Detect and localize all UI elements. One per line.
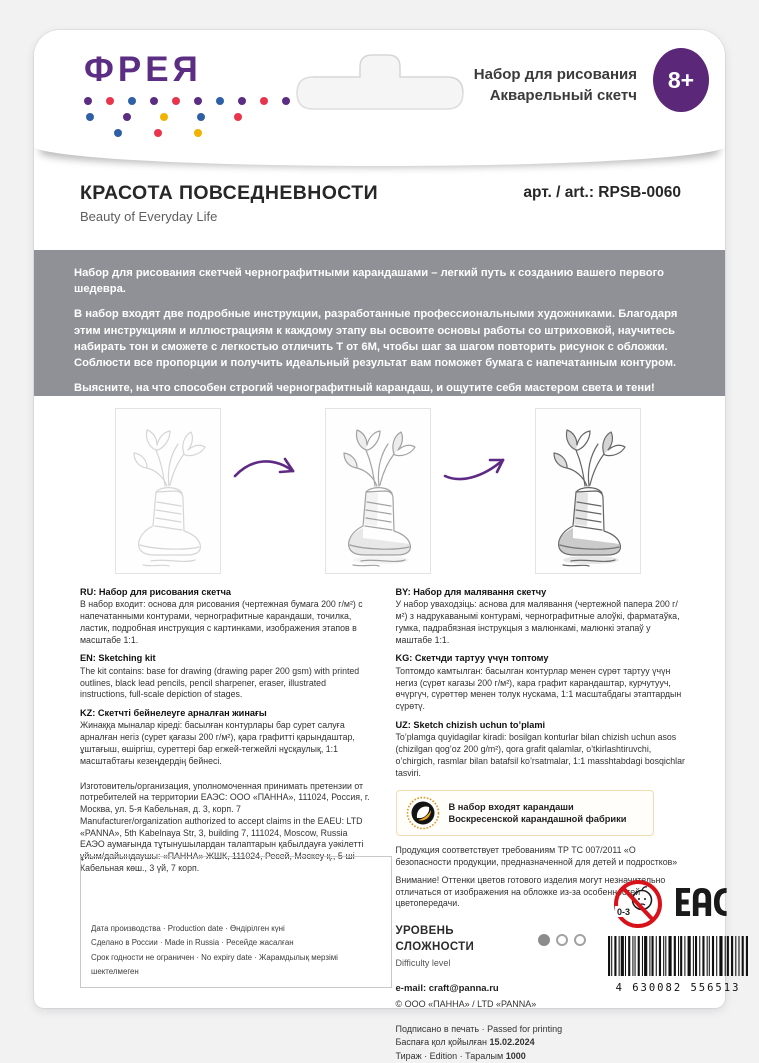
package-card bbox=[34, 30, 741, 1061]
description-paragraph: Набор для рисования скетчей чернографитными карандашами – легкий путь к созданию вашего первого шедевра. bbox=[74, 267, 664, 296]
color-warning: Внимание! Оттенки цветов готового изделия могут незначительно отличаться от изображения на обложке из-за особенностей цветопередачи. bbox=[395, 874, 666, 909]
product-type bbox=[474, 64, 637, 106]
logo-dot bbox=[172, 97, 180, 105]
passed-for-printing: Подписано в печать · Passed for printing bbox=[395, 1023, 563, 1034]
difficulty-row bbox=[396, 924, 586, 955]
logo-dot bbox=[160, 113, 168, 121]
lang-heading-en: EN: Sketching kit bbox=[80, 653, 156, 664]
printing-date: 15.02.2024 bbox=[489, 1037, 535, 1048]
logo-dot bbox=[238, 97, 246, 105]
logo-dot bbox=[260, 97, 268, 105]
expiry-line: Срок годности не ограничен · No expiry date · Жарамдылық мерзімі шектелмеген bbox=[91, 952, 338, 976]
pencil-factory-logo-icon bbox=[406, 796, 440, 830]
lang-heading-kz: KZ: Скетчті бейнелеуге арналған жинағы bbox=[80, 708, 267, 719]
difficulty-sublabel: Difficulty level bbox=[395, 958, 451, 969]
stage-image-2 bbox=[325, 408, 431, 574]
description-paragraph: В набор входят две подробные инструкции, разработанные профессиональными художниками. Благодаря этим инструкциям и иллюстрациям к каждому этапу вы освоите основы работы со штриховкой, научитесь набирать тон и сможете с легкостью отличить Т от 6М, чтобы шаг за шагом повторить рисунок с обложки. Соблюсти все пропорции и получить идеальный результат вам поможет бумага с напечатанным контуром. bbox=[74, 308, 678, 370]
lang-heading-kg: KG: Скетчди тартуу үчүн топтому bbox=[395, 653, 549, 664]
difficulty-dot-empty bbox=[574, 934, 586, 946]
logo-dot bbox=[194, 129, 202, 137]
pencil-factory-badge bbox=[396, 790, 654, 836]
age-0-3-label: 0-3 bbox=[617, 907, 631, 917]
age-badge: 8+ bbox=[653, 48, 709, 112]
product-type-line1: Набор для рисования bbox=[473, 66, 637, 83]
logo-dot bbox=[114, 129, 122, 137]
lang-heading-by: BY: Набор для малявання скетчу bbox=[395, 587, 547, 597]
made-in-line: Сделано в России · Made in Russia · Ресейде жасалған bbox=[91, 938, 294, 948]
lang-body-kg: Топтомдо камтылган: басылган контурлар менен сүрөт тартуу үчүн негиз (сүрөт кагазы 200 г/м²), кара графит карандаштар, курчутууч, өчүргүч, сүрөттөр менен толук нускама, 1:1 масштабдагы этаптардын сүрөтү. bbox=[395, 665, 682, 712]
bottom-info-block bbox=[396, 924, 586, 1063]
difficulty-dot-empty bbox=[556, 934, 568, 946]
brand-logo-dots-row bbox=[84, 110, 304, 124]
contact-email: e-mail: craft@panna.ru bbox=[395, 983, 499, 995]
difficulty-label: УРОВЕНЬ СЛОЖНОСТИ bbox=[395, 925, 475, 953]
logo-dot bbox=[128, 97, 136, 105]
boot-sketch-final bbox=[543, 414, 633, 569]
brand-logo bbox=[84, 52, 304, 140]
brand-logo-text: ФРЕЯ bbox=[84, 50, 202, 89]
title-block bbox=[80, 182, 378, 224]
description-panel bbox=[34, 250, 725, 396]
barcode bbox=[608, 936, 748, 994]
production-date-box bbox=[80, 856, 392, 988]
printing-date-line: Баспаға қол қойылған 15.02.2024 bbox=[395, 1037, 535, 1048]
article-number: арт. / art.: RPSB-0060 bbox=[523, 184, 681, 201]
hang-slot-cutout bbox=[296, 52, 464, 114]
product-type-line2: Акварельный скетч bbox=[489, 87, 637, 104]
drawing-stages bbox=[34, 408, 725, 580]
manufacturer-line: Изготовитель/организация, уполномоченная принимать претензии от потребителей на территории ЕАЭС: ООО «ПАННА», 111024, Россия, г. Москва, ул. 5-я Кабельная, д. 3, корп. 7 bbox=[80, 780, 370, 815]
product-title-ru: КРАСОТА ПОВСЕДНЕВНОСТИ bbox=[80, 182, 378, 204]
logo-dot bbox=[216, 97, 224, 105]
lang-body-en: The kit contains: base for drawing (drawing paper 200 gsm) with printed outlines, black lead pencils, pencil sharpener, eraser, illustrated instructions, full-scale depiction of stages. bbox=[80, 665, 360, 700]
logo-dot bbox=[106, 97, 114, 105]
logo-dot bbox=[197, 113, 205, 121]
lang-body-uz: To’plamga quyidagilar kiradi: bosilgan konturlar bilan chizish uchun asos (chizilgan qog’oz 200 g/m²), qora grafit qalamlar, o’tkirlashtiruvchi, o’chirgich, rasmlar bilan batafsil ko’rsatmalar, 1:1 masshtabdagi bosqichlar tasviri. bbox=[395, 732, 685, 778]
logo-dot bbox=[194, 97, 202, 105]
brand-logo-dots-row bbox=[84, 94, 304, 108]
logo-dot bbox=[234, 113, 242, 121]
product-title-en: Beauty of Everyday Life bbox=[80, 209, 218, 224]
lang-heading-uz: UZ: Sketch chizish uchun to’plami bbox=[395, 719, 546, 730]
boot-sketch-outline bbox=[123, 414, 213, 569]
logo-dot bbox=[282, 97, 290, 105]
logo-dot bbox=[123, 113, 131, 121]
arrow-right-icon bbox=[232, 452, 304, 486]
lang-body-by: У набор уваходзіць: аснова для малявання (чертежной папера 200 г/м²) з надрукаванымі контурамі, чернографитные алоўкі, фарматаўка, гумка, падрабязная інструкцыя з малюнкамі, малюнкі этапаў у маштабе 1:1. bbox=[395, 599, 680, 645]
age-0-3-warning-icon bbox=[612, 878, 664, 930]
boot-sketch-midtone bbox=[333, 414, 423, 569]
pencil-factory-text: В набор входят карандаши Воскресенской карандашной фабрики bbox=[448, 801, 627, 825]
header-flap bbox=[34, 30, 725, 166]
certification-icons bbox=[612, 878, 728, 930]
stage-image-1 bbox=[115, 408, 221, 574]
lang-body-kz: Жинаққа мыналар кіреді: басылған контурлары бар сурет салуға арналған негіз (сурет қағазы 200 г/м²), қара графитті қарындаштар, ұштағыш, өшіргіш, суреттері бар егжей-тегжейлі нұсқаулық, 1:1 масштабтағы кезеңдердің бейнесі. bbox=[80, 720, 355, 766]
difficulty-dot-filled bbox=[538, 934, 550, 946]
title-row bbox=[80, 182, 681, 224]
printing-info bbox=[396, 1023, 586, 1063]
info-column-left bbox=[80, 586, 374, 1063]
brand-logo-dots-row bbox=[84, 126, 304, 140]
barcode-digits: 4 630082 556513 bbox=[615, 982, 741, 994]
lang-body-ru: В набор входит: основа для рисования (чертежная бумага 200 г/м²) с напечатанными контурами, чернографитные карандаши, точилка, ластик, подробная инструкция с картинками, изображения этапов в масштабе 1:1. bbox=[80, 599, 363, 645]
logo-dot bbox=[150, 97, 158, 105]
description-paragraph: Выясните, на что способен строгий чернографитный карандаш, и ощутите себя мастером света и тени! bbox=[74, 382, 655, 395]
arrow-right-icon bbox=[442, 452, 514, 486]
logo-dot bbox=[84, 97, 92, 105]
copyright: © ООО «ПАННА» / LTD «PANNA» bbox=[395, 998, 537, 1009]
stage-image-3 bbox=[535, 408, 641, 574]
compliance-statement: Продукция соответствует требованиям ТР ТС 007/2011 «О безопасности продукции, предназначенной для детей и подростков» bbox=[395, 845, 678, 868]
edition-line: Тираж · Edition · Таралым 1000 bbox=[395, 1050, 526, 1061]
lang-heading-ru: RU: Набор для рисования скетча bbox=[80, 587, 232, 597]
eac-mark-icon bbox=[676, 878, 728, 926]
barcode-bars bbox=[608, 936, 748, 976]
logo-dot bbox=[86, 113, 94, 121]
manufacturer-line: Manufacturer/organization authorized to accept claims in the EAEU: LTD «PANNA», 5th Kabelnaya Str, 3, building 7, 111024, Moscow, Russia bbox=[80, 815, 363, 838]
production-date-line: Дата производства · Production date · Өндірілген күні bbox=[91, 924, 285, 934]
manufacturer-line: ЕАЭО аумағында тұтынушылардан талаптарын қабылдауға уәкілетті ұйым/дайындаушы: «ПАННА» ЖШК, 111024, Ресей, Мәскеу қ., 5-ші Кабельная көш., 3 үй, 7 корп. bbox=[80, 839, 364, 874]
logo-dot bbox=[154, 129, 162, 137]
edition-value: 1000 bbox=[505, 1050, 526, 1061]
info-columns bbox=[80, 586, 689, 1063]
